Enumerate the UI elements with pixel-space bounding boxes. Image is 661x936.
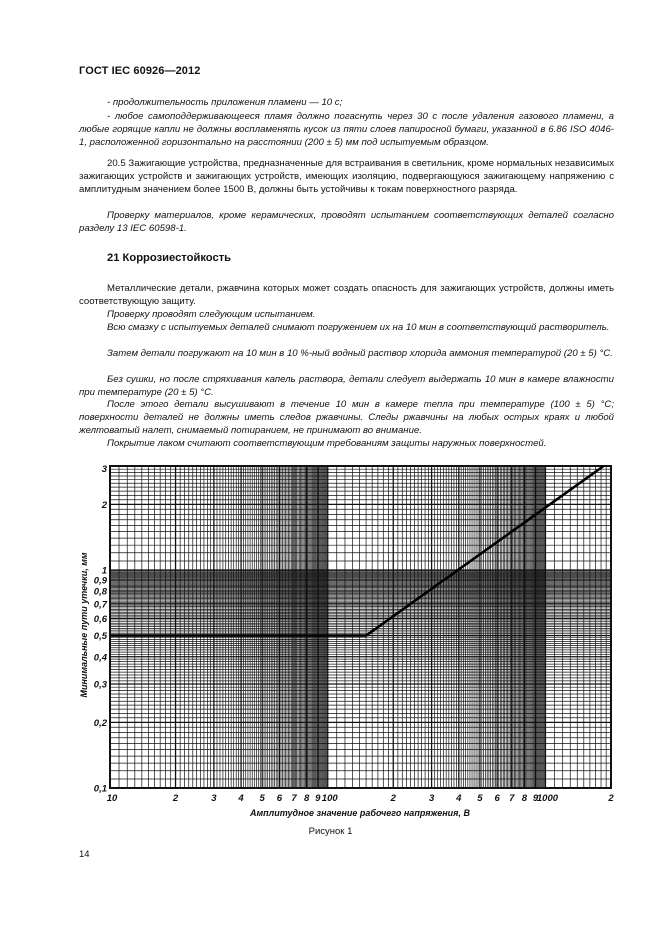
x-tick-label: 5 <box>477 793 483 804</box>
paragraph-lacquer: Покрытие лаком считают соответствующим требованиям защиты наружных поверхностей. <box>107 438 547 449</box>
x-tick-label: 4 <box>456 793 462 804</box>
x-tick-label: 3 <box>211 793 217 804</box>
x-tick-label: 2 <box>608 793 614 804</box>
paragraph-drying: После этого детали высушивают в течение 10 мин в камере тепла при температуре (100 ± 5) °С; поверхности деталей не должны иметь следов ржавчины. Следы ржавчины на любых острых краях и любой желтоватый налет, снимаемый потиранием, не принимают во внимание. <box>79 399 614 436</box>
paragraph-degrease: Всю смазку с испытуемых деталей снимают погружением их на 10 мин в соответствующий растворитель. <box>107 322 610 333</box>
paragraph-materials-check: Проверку материалов, кроме керамических, проводят испытанием соответствующих деталей согласно разделу 13 IEC 60598-1. <box>79 210 614 234</box>
x-tick-label: 5 <box>259 793 265 804</box>
y-tick-label: 0,4 <box>93 652 107 664</box>
section-title: 21 Коррозиестойкость <box>107 252 232 264</box>
x-tick-label: 9 <box>315 793 321 804</box>
x-tick-label: 7 <box>509 793 515 804</box>
document-header: ГОСТ IEC 60926—2012 <box>79 65 201 77</box>
y-tick-label: 0,6 <box>93 613 107 625</box>
x-tick-labels <box>107 793 615 804</box>
paragraph-humidity: Без сушки, но после стряхивания капель раствора, детали следует выдержать 10 мин в камере влажности при температуре (20 ± 5) °С. <box>79 374 614 398</box>
paragraph-flame-duration: - продолжительность приложения пламени — 10 с; <box>107 97 343 108</box>
paragraph-test-intro: Проверку проводят следующим испытанием. <box>107 309 316 320</box>
x-tick-label: 2 <box>172 793 179 804</box>
x-axis-label: Амплитудное значение рабочего напряжения, В <box>250 808 470 818</box>
y-tick-label: 0,7 <box>93 599 107 611</box>
y-tick-label: 2 <box>101 499 107 511</box>
x-tick-label: 10 <box>106 793 118 804</box>
x-tick-label: 8 <box>521 793 528 804</box>
x-tick-label: 4 <box>238 793 244 804</box>
x-tick-label: 9 <box>532 793 539 804</box>
x-tick-label: 8 <box>303 793 310 804</box>
paragraph-20-5: 20.5 Зажигающие устройства, предназначенные для встраивания в светильник, кроме нормальных независимых зажигающих устройств и зажигающих устройств, имеющих изоляцию, подвергающуюся зажигающему напряжению с амплитудным значением более 1500 В, должны быть устойчивы к токам поверхностного разряда. <box>79 158 614 195</box>
x-tick-label: 1000 <box>536 793 559 804</box>
paragraph-immerse: Затем детали погружают на 10 мин в 10 %-ный водный раствор хлорида аммония температурой (20 ± 5) °С. <box>107 348 613 359</box>
x-tick-label: 6 <box>276 793 283 804</box>
y-tick-label: 0,1 <box>93 783 107 795</box>
x-tick-label: 100 <box>321 793 338 804</box>
x-tick-label: 6 <box>494 793 500 804</box>
y-tick-label: 0,8 <box>93 586 107 598</box>
page-number: 14 <box>79 849 90 860</box>
y-axis-label: Минимальные пути утечки, мм <box>79 552 89 698</box>
y-tick-label: 3 <box>101 464 107 475</box>
y-tick-label: 0,3 <box>93 679 107 691</box>
x-tick-label: 3 <box>428 793 435 804</box>
y-tick-label: 1 <box>101 565 107 577</box>
y-tick-label: 0,9 <box>93 575 107 587</box>
y-tick-label: 0,2 <box>93 717 107 729</box>
x-tick-label: 7 <box>291 793 297 804</box>
paragraph-flame-extinguish: - любое самоподдерживающееся пламя должно погаснуть через 30 с после удаления газового пламени, а любые горящие капли не должны воспламенять кусок из пяти слоев папиросной бумаги, указанной в 6.86 ISO 4046-1, расположенной горизонтально на расстоянии (200 ± 5) мм под испытуемым образцом. <box>79 111 614 148</box>
y-tick-label: 0,5 <box>93 631 107 643</box>
y-tick-labels <box>94 464 108 795</box>
x-tick-label: 2 <box>390 793 396 804</box>
figure-caption: Рисунок 1 <box>308 826 353 837</box>
paragraph-metal-parts: Металлические детали, ржавчина которых может создать опасность для зажигающих устройств, должны иметь соответствующую защиту. <box>79 283 614 307</box>
